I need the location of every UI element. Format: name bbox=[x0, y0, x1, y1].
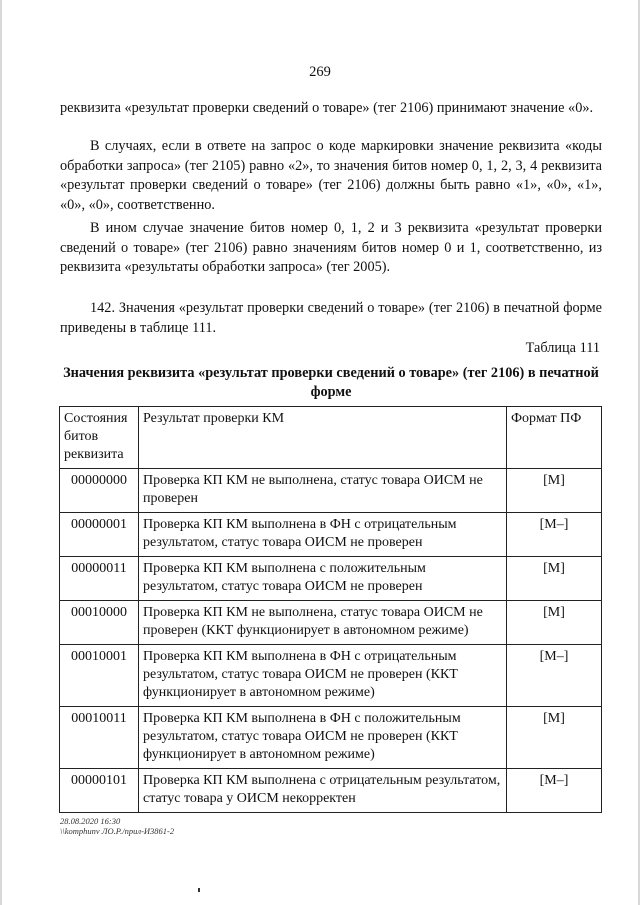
table-row bbox=[60, 645, 602, 707]
row-result: Проверка КП КМ выполнена в ФН с отрицательным результатом, статус товара ОИСМ не проверен (ККТ функционирует в автономном режиме) bbox=[139, 645, 507, 707]
scan-mark bbox=[198, 888, 200, 892]
row-result: Проверка КП КМ не выполнена, статус товара ОИСМ не проверен bbox=[139, 469, 507, 513]
paragraph-4: 142. Значения «результат проверки сведений о товаре» (тег 2106) в печатной форме приведены в таблице 111. bbox=[60, 300, 602, 336]
footer-path: \\komphunv ЛО.Р./прил-И3861-2 bbox=[60, 826, 175, 836]
table-header-row bbox=[60, 407, 602, 469]
row-code: 00010011 bbox=[60, 707, 139, 769]
paragraph-2: В случаях, если в ответе на запрос о коде маркировки значение реквизита «коды обработки запроса» (тег 2105) равно «2», то значения битов номер 0, 1, 2, 3, 4 реквизита «результат проверки сведений о товаре» (тег 2106) должны быть равно «1», «0», «1», «0», «0», соответственно. bbox=[60, 138, 602, 213]
row-format: [M] bbox=[507, 557, 602, 601]
document-footer bbox=[60, 816, 174, 836]
row-result: Проверка КП КМ выполнена с отрицательным результатом, статус товара у ОИСМ некорректен bbox=[139, 769, 507, 813]
row-format: [M–] bbox=[507, 769, 602, 813]
table-row bbox=[60, 707, 602, 769]
header-format: Формат ПФ bbox=[507, 407, 602, 469]
row-code: 00000000 bbox=[60, 469, 139, 513]
table-row bbox=[60, 469, 602, 513]
table-row bbox=[60, 513, 602, 557]
paragraph-1: реквизита «результат проверки сведений о товаре» (тег 2106) принимают значение «0». bbox=[60, 100, 594, 116]
footer-timestamp: 28.08.2020 16:30 bbox=[60, 816, 121, 826]
page-number: 269 bbox=[309, 64, 331, 80]
row-format: [M–] bbox=[507, 513, 602, 557]
row-result: Проверка КП КМ выполнена в ФН с положительным результатом, статус товара ОИСМ не проверен (ККТ функционирует в автономном режиме) bbox=[139, 707, 507, 769]
row-code: 00000101 bbox=[60, 769, 139, 813]
header-state: Состояния битов реквизита bbox=[60, 407, 139, 469]
paragraph-3: В ином случае значение битов номер 0, 1, 2 и 3 реквизита «результат проверки сведений о товаре» (тег 2106) равно значениям битов номер 0 и 1, соответственно, из реквизита «результаты обработки запроса» (тег 2005). bbox=[60, 220, 602, 275]
row-code: 00010001 bbox=[60, 645, 139, 707]
row-code: 00000001 bbox=[60, 513, 139, 557]
table-row bbox=[60, 769, 602, 813]
row-code: 00000011 bbox=[60, 557, 139, 601]
km-check-table bbox=[59, 406, 602, 813]
row-result: Проверка КП КМ выполнена с положительным результатом, статус товара ОИСМ не проверен bbox=[139, 557, 507, 601]
table-caption: Таблица 111 bbox=[525, 340, 600, 356]
row-result: Проверка КП КМ не выполнена, статус товара ОИСМ не проверен (ККТ функционирует в автономном режиме) bbox=[139, 601, 507, 645]
table-title: Значения реквизита «результат проверки сведений о товаре» (тег 2106) в печатной форме bbox=[63, 365, 599, 400]
header-result: Результат проверки КМ bbox=[139, 407, 507, 469]
row-format: [M–] bbox=[507, 645, 602, 707]
row-format: [M] bbox=[507, 601, 602, 645]
row-result: Проверка КП КМ выполнена в ФН с отрицательным результатом, статус товара ОИСМ не проверен bbox=[139, 513, 507, 557]
table-row bbox=[60, 601, 602, 645]
row-code: 00010000 bbox=[60, 601, 139, 645]
table-row bbox=[60, 557, 602, 601]
row-format: [M] bbox=[507, 469, 602, 513]
row-format: [M] bbox=[507, 707, 602, 769]
